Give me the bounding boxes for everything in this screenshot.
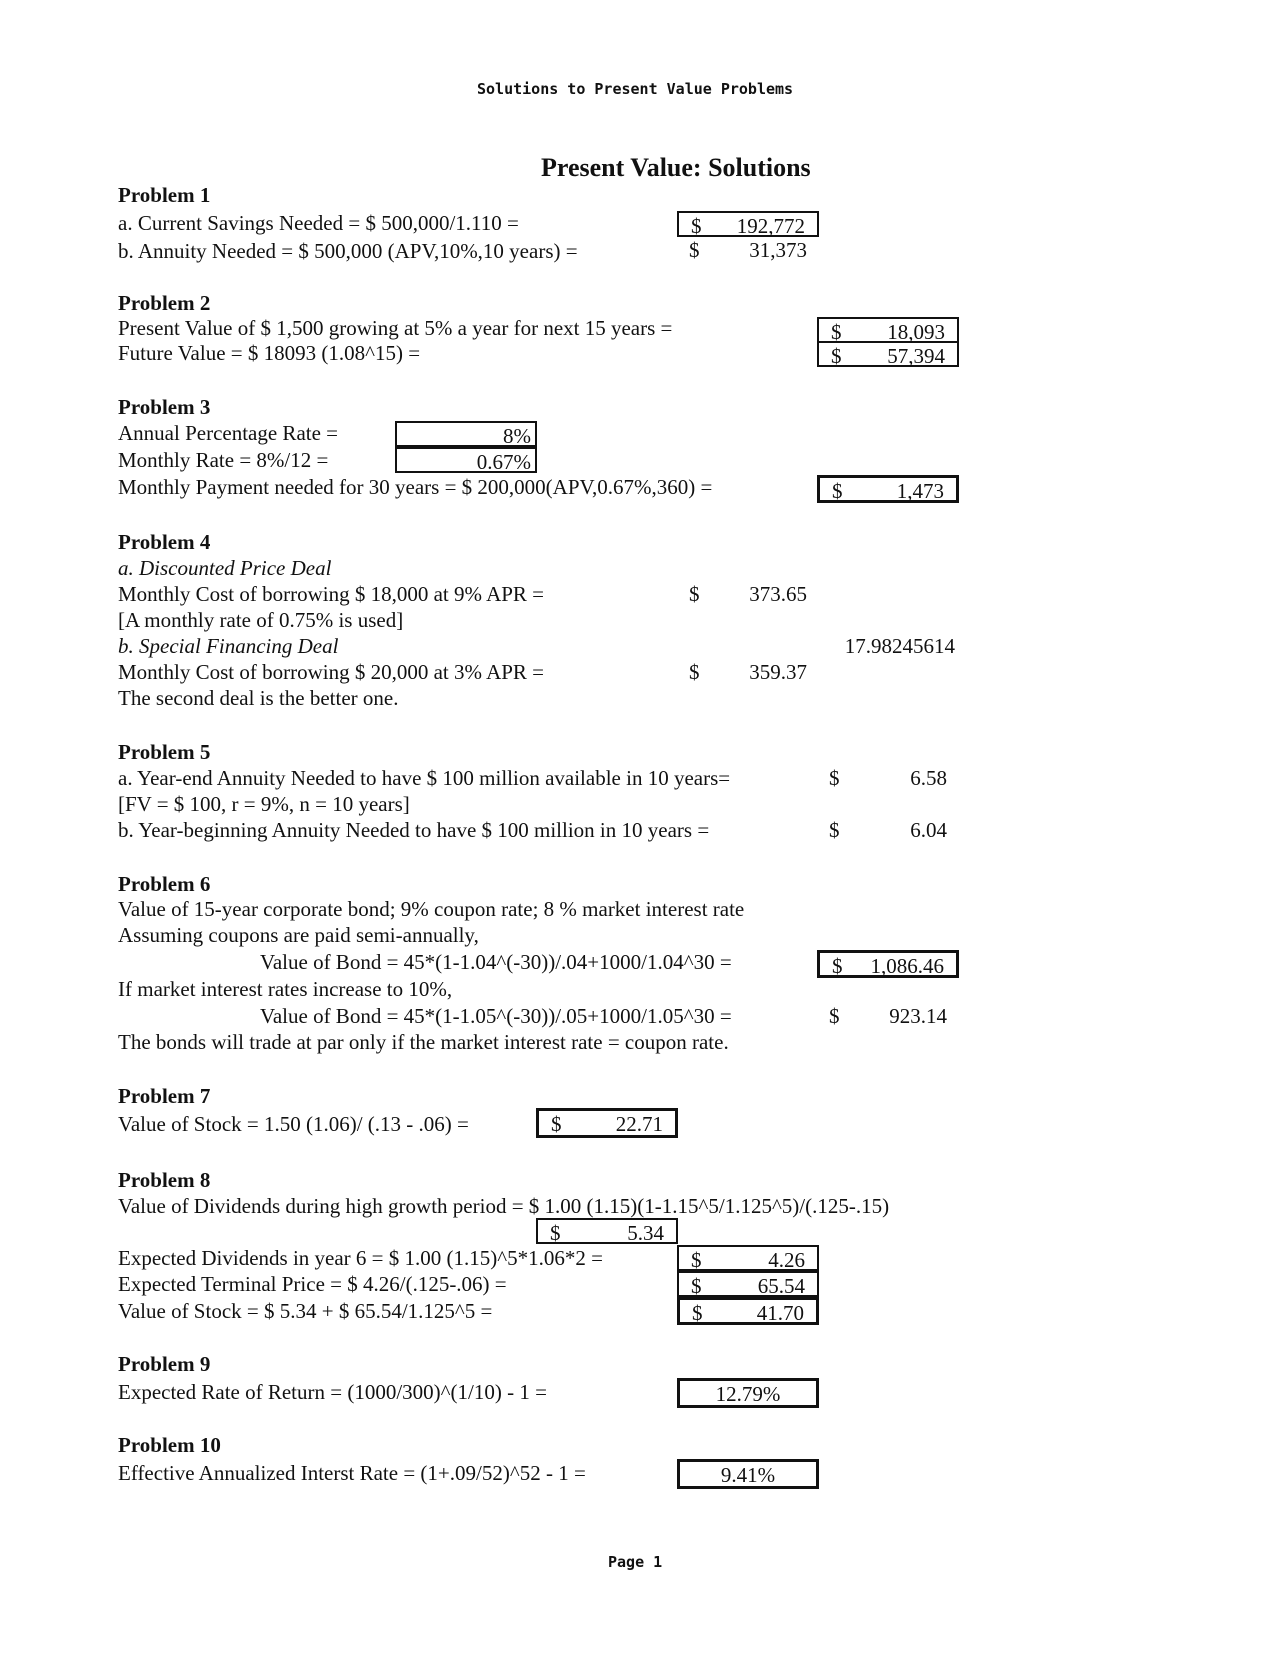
problem-8-line-4: Value of Stock = $ 5.34 + $ 65.54/1.125^5 = [118,1299,493,1323]
amount: 12.79% [715,1382,781,1406]
problem-6-value-1 [817,950,959,978]
amount: 41.70 [756,1301,804,1325]
problem-8-value-dividend [677,1245,819,1271]
currency-symbol: $ [832,479,843,503]
amount: 22.71 [615,1112,663,1136]
problem-6-formula-2: Value of Bond = 45*(1-1.05^(-30))/.05+1000/1.05^30 = [260,1004,732,1028]
amount: 31,373 [749,238,807,262]
currency-symbol: $ [691,1274,702,1298]
problem-6-line-1: Value of 15-year corporate bond; 9% coupon rate; 8 % market interest rate [118,897,745,921]
problem-1-title: Problem 1 [118,183,211,207]
currency-symbol: $ [691,1248,702,1272]
amount: 8% [503,424,531,448]
currency-symbol: $ [689,582,700,606]
problem-8-value-stock [677,1297,819,1325]
problem-2-value-1 [817,317,959,343]
currency-symbol: $ [550,1221,561,1245]
amount: 0.67% [476,450,531,474]
problem-1-line-a: a. Current Savings Needed = $ 500,000/1.110 = [118,211,519,235]
problem-10-title: Problem 10 [118,1433,221,1457]
problem-5-value-b [817,817,959,843]
problem-5-line-a: a. Year-end Annuity Needed to have $ 100 million available in 10 years= [118,766,731,790]
amount: 5.34 [627,1221,664,1245]
amount: 1,086.46 [870,954,944,978]
problem-7-line: Value of Stock = 1.50 (1.06)/ (.13 - .06) = [118,1112,469,1136]
problem-1-value-a [677,211,819,237]
currency-symbol: $ [691,214,702,238]
problem-7-value [536,1108,678,1138]
problem-4-note-a: [A monthly rate of 0.75% is used] [118,608,404,632]
problem-4-deal-a: a. Discounted Price Deal [118,556,332,580]
amount: 359.37 [749,660,807,684]
problem-4-value-a [677,581,819,607]
problem-4-cost-a: Monthly Cost of borrowing $ 18,000 at 9% APR = [118,582,545,606]
amount: 18,093 [887,320,945,344]
page-header: Solutions to Present Value Problems [477,80,794,98]
currency-symbol: $ [831,344,842,368]
problem-10-line: Effective Annualized Interst Rate = (1+.09/52)^52 - 1 = [118,1461,586,1485]
problem-2-line-1: Present Value of $ 1,500 growing at 5% a year for next 15 years = [118,316,673,340]
amount: 17.98245614 [844,634,955,658]
problem-9-line: Expected Rate of Return = (1000/300)^(1/10) - 1 = [118,1380,547,1404]
problem-3-title: Problem 3 [118,395,211,419]
problem-3-monthly-value [395,447,537,473]
problem-4-side-value [817,633,959,659]
amount: 923.14 [889,1004,947,1028]
problem-7-title: Problem 7 [118,1084,211,1108]
problem-5-line-b: b. Year-beginning Annuity Needed to have $ 100 million in 10 years = [118,818,710,842]
problem-1-line-b: b. Annuity Needed = $ 500,000 (APV,10%,10 years) = [118,239,578,263]
page-footer: Page 1 [608,1553,663,1571]
problem-1-value-b [677,237,819,263]
problem-6-conclusion: The bonds will trade at par only if the market interest rate = coupon rate. [118,1030,729,1054]
problem-9-title: Problem 9 [118,1352,211,1376]
problem-4-deal-b: b. Special Financing Deal [118,634,339,658]
problem-8-value-terminal-price [677,1271,819,1297]
currency-symbol: $ [689,238,700,262]
problem-3-apr-label: Annual Percentage Rate = [118,421,339,445]
problem-9-value [677,1378,819,1408]
problem-4-title: Problem 4 [118,530,211,554]
problem-8-title: Problem 8 [118,1168,211,1192]
problem-8-line-3: Expected Terminal Price = $ 4.26/(.125-.06) = [118,1272,507,1296]
amount: 192,772 [736,214,805,238]
currency-symbol: $ [829,766,840,790]
currency-symbol: $ [829,1004,840,1028]
problem-4-cost-b: Monthly Cost of borrowing $ 20,000 at 3% APR = [118,660,545,684]
problem-5-title: Problem 5 [118,740,211,764]
problem-5-value-a [817,765,959,791]
problem-6-line-2: Assuming coupons are paid semi-annually, [118,923,479,947]
problem-2-line-2: Future Value = $ 18093 (1.08^15) = [118,341,421,365]
currency-symbol: $ [831,320,842,344]
currency-symbol: $ [692,1301,703,1325]
currency-symbol: $ [832,954,843,978]
problem-4-conclusion: The second deal is the better one. [118,686,399,710]
problem-8-line-1: Value of Dividends during high growth period = $ 1.00 (1.15)(1-1.15^5/1.125^5)/(.125-.15) [118,1194,890,1218]
problem-3-payment-label: Monthly Payment needed for 30 years = $ 200,000(APV,0.67%,360) = [118,475,713,499]
problem-6-line-3: If market interest rates increase to 10%, [118,977,453,1001]
problem-5-note-a: [FV = $ 100, r = 9%, n = 10 years] [118,792,410,816]
problem-8-value-pv [536,1218,678,1244]
problem-2-title: Problem 2 [118,291,211,315]
problem-4-value-b [677,659,819,685]
amount: 9.41% [720,1463,776,1487]
amount: 4.26 [768,1248,805,1272]
currency-symbol: $ [829,818,840,842]
problem-6-formula-1: Value of Bond = 45*(1-1.04^(-30))/.04+1000/1.04^30 = [260,950,732,974]
currency-symbol: $ [689,660,700,684]
amount: 6.58 [910,766,947,790]
amount: 6.04 [910,818,947,842]
problem-10-value [677,1459,819,1489]
problem-6-value-2 [817,1003,959,1029]
problem-6-title: Problem 6 [118,872,211,896]
amount: 65.54 [757,1274,805,1298]
problem-3-apr-value [395,421,537,447]
amount: 57,394 [887,344,945,368]
amount: 1,473 [896,479,944,503]
amount: 373.65 [749,582,807,606]
problem-3-monthly-label: Monthly Rate = 8%/12 = [118,448,329,472]
problem-2-value-2 [817,341,959,367]
page-title: Present Value: Solutions [541,153,811,182]
currency-symbol: $ [551,1112,562,1136]
problem-8-line-2: Expected Dividends in year 6 = $ 1.00 (1.15)^5*1.06*2 = [118,1246,603,1270]
problem-3-payment-value [817,475,959,503]
